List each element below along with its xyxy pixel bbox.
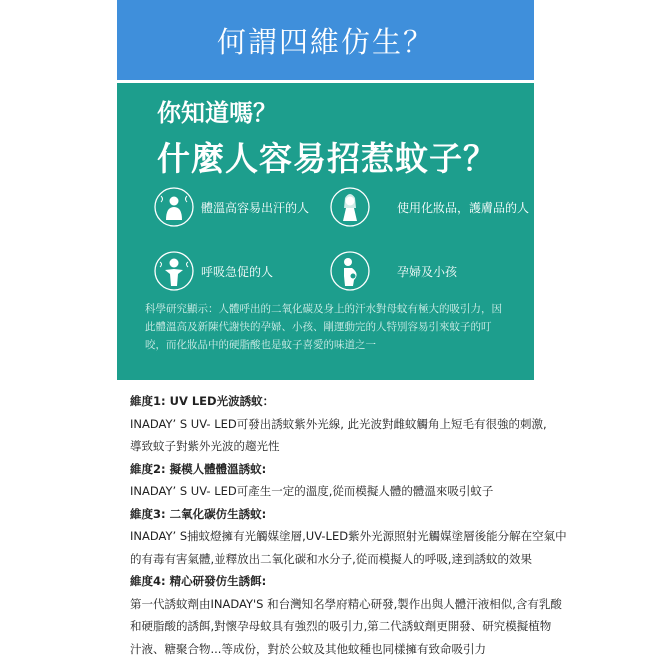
body-line: 第一代誘蚊劑由INADAY'S 和台灣知名學府精心研發,製作出與人體汗液相似,含有乳酸 xyxy=(130,593,550,616)
item-cosmetics xyxy=(329,186,529,228)
dimension-heading: 維度1: UV LED光波誘蚊： xyxy=(130,390,550,413)
page-title: 何謂四維仿生？ xyxy=(217,20,434,61)
body-line: INADAY’ S UV- LED可產生一定的溫度,從而模擬人體的體溫來吸引蚊子 xyxy=(130,480,550,503)
item-label: 孕婦及小孩 xyxy=(397,263,457,280)
item-label: 呼吸急促的人 xyxy=(201,263,273,280)
dimension-heading: 維度4: 精心研發仿生誘餌: xyxy=(130,570,550,593)
research-note: 科學研究顯示：人體呼出的二氧化碳及身上的汗水對母蚊有極大的吸引力，因此體溫高及新陳代謝快的孕婦、小孩、剛運動完的人特別容易引來蚊子的叮咬，而化妝品中的硬脂酸也是蚊子喜愛的味道之一 xyxy=(145,300,505,354)
description-text xyxy=(130,390,550,660)
body-line: INADAY’ S捕蚊燈擁有光觸媒塗層,UV-LED紫外光源照射光觸媒塗層後能分解在空氣中 xyxy=(130,525,550,548)
body-line: 和硬脂酸的誘餌,對懷孕母蚊具有強烈的吸引力,第二代誘蚊劑更開發、研究模擬植物 xyxy=(130,615,550,638)
body-line: 導致蚊子對紫外光波的趨光性 xyxy=(130,435,550,458)
sweating-person-icon xyxy=(153,186,195,228)
info-panel xyxy=(117,83,534,380)
item-breathing xyxy=(153,250,273,292)
dimension-heading: 維度2: 擬模人體體溫誘蚊: xyxy=(130,458,550,481)
item-sweating xyxy=(153,186,309,228)
item-label: 體溫高容易出汗的人 xyxy=(201,199,309,216)
question-large: 什麼人容易招惹蚊子？ xyxy=(157,133,497,180)
body-line: 的有毒有害氣體,並釋放出二氧化碳和水分子,從而模擬人的呼吸,達到誘蚊的效果 xyxy=(130,548,550,571)
body-line: INADAY’ S UV- LED可發出誘蚊紫外光線, 此光波對雌蚊觸角上短毛有很強的刺激, xyxy=(130,413,550,436)
item-label: 使用化妝品，護膚品的人 xyxy=(397,199,529,216)
header-banner xyxy=(117,0,534,80)
body-line: 汁液、糖聚合物...等成份，對於公蚊及其他蚊種也同樣擁有致命吸引力 xyxy=(130,638,550,660)
cosmetics-woman-icon xyxy=(329,186,371,228)
dimension-heading: 維度3: 二氧化碳仿生誘蚊: xyxy=(130,503,550,526)
pregnant-woman-icon xyxy=(329,250,371,292)
question-small: 你知道嗎？ xyxy=(157,93,277,128)
breathing-person-icon xyxy=(153,250,195,292)
item-pregnant xyxy=(329,250,457,292)
